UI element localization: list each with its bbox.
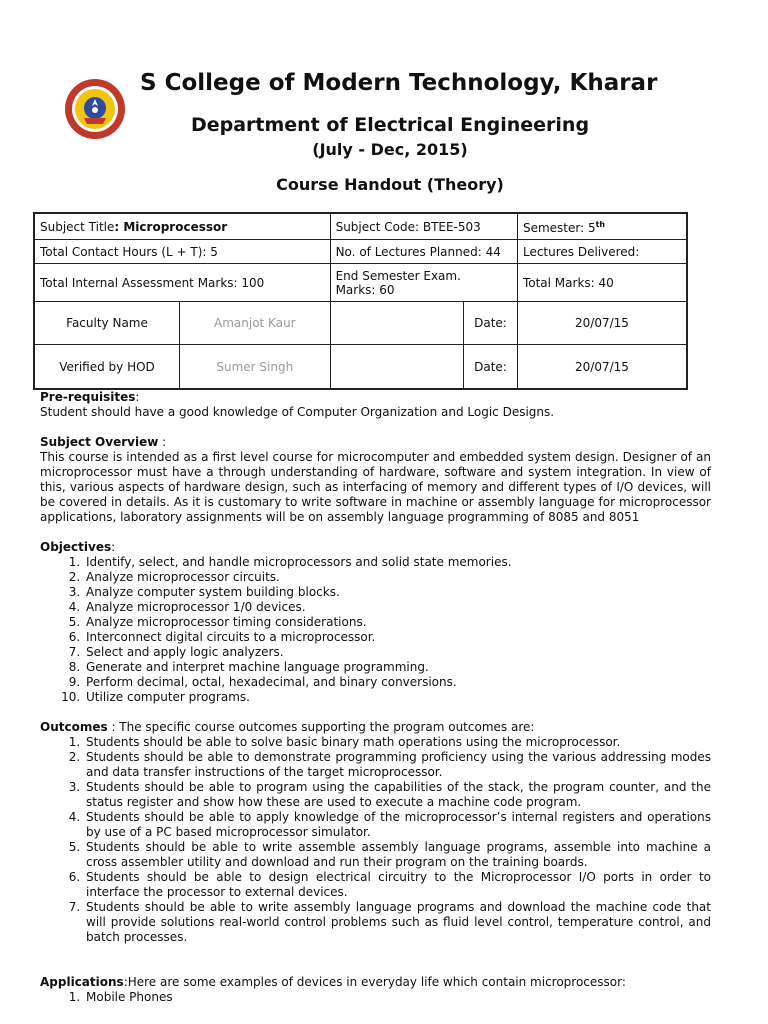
lectures-delivered-cell: Lectures Delivered: [517,240,687,264]
contact-hours-cell: Total Contact Hours (L + T): 5 [34,240,330,264]
faculty-name: Amanjot Kaur [180,302,331,345]
handout-title: Course Handout (Theory) [276,175,504,194]
list-item: 9. Perform decimal, octal, hexadecimal, and binary conversions. [84,675,711,690]
overview-heading: Subject Overview : [40,435,167,449]
applications-heading: Applications:Here are some examples of devices in everyday life which contain microprocessor: [40,975,626,989]
objectives-list [40,555,711,705]
list-item: 5. Students should be able to write assemble assembly language programs, assemble into machine a cross assembler utility and download and run their program on the training boards. [84,840,711,870]
list-item: 4. Students should be able to apply knowledge of the microprocessor’s internal registers and operations by use of a PC based microprocessor simulator. [84,810,711,840]
list-item: 8. Generate and interpret machine language programming. [84,660,711,675]
list-item: 1. Mobile Phones [84,990,711,1005]
outcomes-heading: Outcomes : The specific course outcomes supporting the program outcomes are: [40,720,535,734]
list-item: 6. Students should be able to design electrical circuitry to the Microprocessor I/O ports in order to interface the processor to external devices. [84,870,711,900]
hod-name: Sumer Singh [180,345,331,390]
table-row [34,213,687,240]
list-item: 4. Analyze microprocessor 1/0 devices. [84,600,711,615]
list-item: 1. Identify, select, and handle microprocessors and solid state memories. [84,555,711,570]
prereq-heading: Pre-requisites: [40,390,140,404]
table-row [34,240,687,264]
outcomes-list [40,735,711,945]
faculty-date: 20/07/15 [517,302,687,345]
handout-body [40,390,711,1005]
faculty-signature-cell [330,302,463,345]
list-item: 7. Students should be able to write assembly language programs and download the machine code that will provide solutions real-world control problems such as fluid level control, temperature control, and batch processes. [84,900,711,945]
department-title: Department of Electrical Engineering [190,114,590,136]
college-title: S College of Modern Technology, Kharar [140,70,658,96]
subject-code-cell: Subject Code: BTEE-503 [330,213,517,240]
end-sem-marks-cell: End Semester Exam. Marks: 60 [330,264,517,302]
prereq-text: Student should have a good knowledge of Computer Organization and Logic Designs. [40,405,555,419]
list-item: 6. Interconnect digital circuits to a microprocessor. [84,630,711,645]
subject-title-cell: Subject Title: Microprocessor [34,213,330,240]
hod-date-label: Date: [464,345,518,390]
list-item: 5. Analyze microprocessor timing considerations. [84,615,711,630]
total-marks-cell: Total Marks: 40 [517,264,687,302]
faculty-date-label: Date: [464,302,518,345]
semester-cell: Semester: 5th [517,213,687,240]
table-row [34,302,687,345]
hod-date: 20/07/15 [517,345,687,390]
list-item: 7. Select and apply logic analyzers. [84,645,711,660]
list-item: 2. Analyze microprocessor circuits. [84,570,711,585]
objectives-heading: Objectives: [40,540,116,554]
applications-list [40,990,711,1005]
session-title: (July - Dec, 2015) [312,140,468,159]
list-item: 10. Utilize computer programs. [84,690,711,705]
table-row [34,345,687,390]
table-row [34,264,687,302]
course-info-table [33,212,688,390]
list-item: 2. Students should be able to demonstrate programming proficiency using the various addressing modes and data transfer instructions of the target microprocessor. [84,750,711,780]
hod-label: Verified by HOD [34,345,180,390]
list-item: 1. Students should be able to solve basic binary math operations using the microprocessor. [84,735,711,750]
overview-text: This course is intended as a first level course for microcomputer and embedded system design. Designer of an microprocessor must have a through understanding of hardware, software and system integration. In view of this, various aspects of hardware design, such as interfacing of memory and different types of I/O devices, will be covered in details. As it is customary to write software in machine or assembly language for microprocessor applications, laboratory assignments will be on assembly language programming of 8085 and 8051 [40,450,711,524]
list-item: 3. Analyze computer system building blocks. [84,585,711,600]
lectures-planned-cell: No. of Lectures Planned: 44 [330,240,517,264]
hod-signature-cell [330,345,463,390]
list-item: 3. Students should be able to program using the capabilities of the stack, the program counter, and the status register and show how these are used to execute a machine code program. [84,780,711,810]
internal-marks-cell: Total Internal Assessment Marks: 100 [34,264,330,302]
faculty-label: Faculty Name [34,302,180,345]
